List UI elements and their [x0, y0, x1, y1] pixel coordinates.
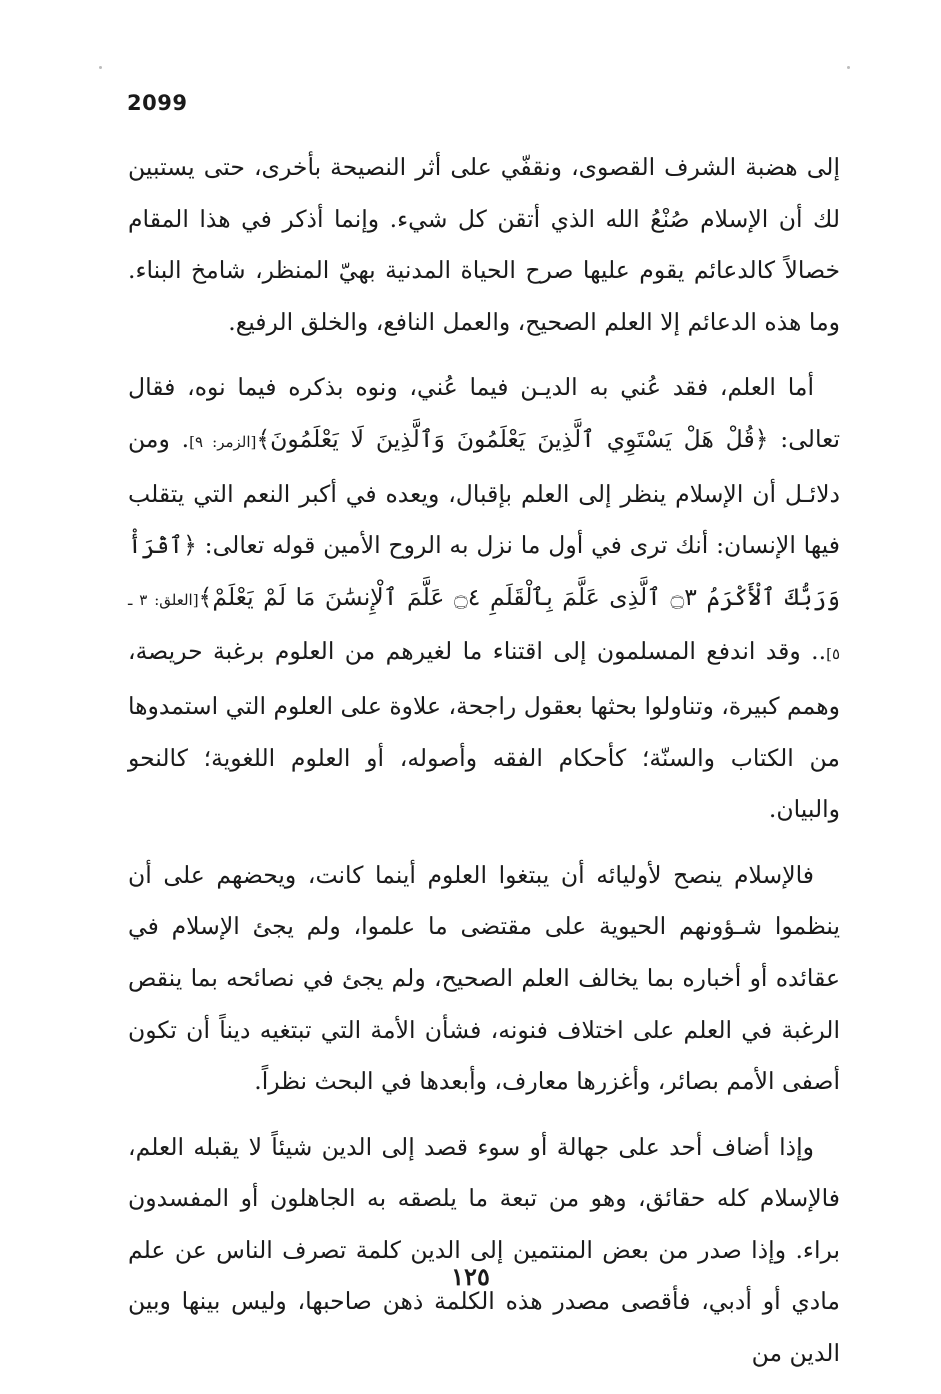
- paragraph-2-middle: . ومن دلائـل أن الإسلام ينظر إلى العلم بإقبال، ويعده في أكبر النعم التي يتقلب فيها الإنسان: أنك ترى في أول ما نزل به الروح الأمين قوله تعالى:: [128, 424, 840, 560]
- page-id: 2099: [127, 91, 188, 115]
- scan-speck: [847, 66, 850, 69]
- main-text: [128, 142, 840, 1394]
- paragraph-2-rest: .. وقد اندفع المسلمون إلى اقتناء ما لغيرهم من العلوم برغبة حريصة، وهمم كبيرة، وتناولوا بحثها بعقول راجحة، علاوة على العلوم التي استمدوها من الكتاب والسنّة؛ كأحكام الفقه وأصوله، أو العلوم اللغوية؛ كالنحو والبيان.: [128, 637, 840, 824]
- scan-speck: [99, 66, 102, 69]
- quran-verse-2: ﴿ٱقْرَأْ وَرَبُّكَ ٱلْأَكْرَمُ ۝٣ ٱلَّذِى عَلَّمَ بِٱلْقَلَمِ ۝٤ عَلَّمَ ٱلْإِنسَٰنَ مَا لَمْ يَعْلَمْ﴾: [128, 531, 840, 611]
- paragraph-3: فالإسلام ينصح لأوليائه أن يبتغوا العلوم أينما كانت، ويحضهم على أن ينظموا شـؤونهم الحيوية على مقتضى ما علموا، ولم يجئ الإسلام في عقائده أو أخباره بما يخالف العلم الصحيح، ولم يجئ في نصائحه بما ينقص الرغبة في العلم على اختلاف فنونه، فشأن الأمة التي تبتغيه ديناً أن تكون أصفى الأمم بصائر، وأغزرها معارف، وأبعدها في البحث نظراً.: [128, 860, 840, 1096]
- verse-reference-2: [العلق: ٣ ـ ٥]: [128, 590, 840, 664]
- paragraph-2-intro: أما العلم، فقد عُني به الديـن فيما عُني، ونوه بذكره فيما نوه، فقال تعالى:: [128, 373, 840, 453]
- paragraph-2: [128, 362, 840, 835]
- paragraph-1: إلى هضبة الشرف القصوى، ونقفّي على أثر النصيحة بأخرى، حتى يستبين لك أن الإسلام صُنْعُ الله الذي أتقن كل شيء. وإنما أذكر في هذا المقام خصالاً كالدعائم يقوم عليها صرح الحياة المدنية بهيّ المنظر، شامخ البناء. وما هذه الدعائم إلا العلم الصحيح، والعمل النافع، والخلق الرفيع.: [128, 153, 840, 336]
- page-number: ١٢٥: [451, 1262, 490, 1291]
- verse-reference-1: [الزمر: ٩]: [189, 432, 257, 451]
- quran-verse-1: ﴿قُلْ هَلْ يَسْتَوِي ٱلَّذِينَ يَعْلَمُونَ وَٱلَّذِينَ لَا يَعْلَمُونَ﴾: [256, 424, 769, 453]
- paragraph-4: وإذا أضاف أحد على جهالة أو سوء قصد إلى الدين شيئاً لا يقبله العلم، فالإسلام كله حقائق، وهو من تبعة ما يلصقه به الجاهلون أو المفسدون براء. وإذا صدر من بعض المنتمين إلى الدين كلمة تصرف الناس عن علم مادي أو أدبي، فأقصى مصدر هذه الكلمة ذهن صاحبها، وليس بينها وبين الدين من: [128, 1132, 840, 1368]
